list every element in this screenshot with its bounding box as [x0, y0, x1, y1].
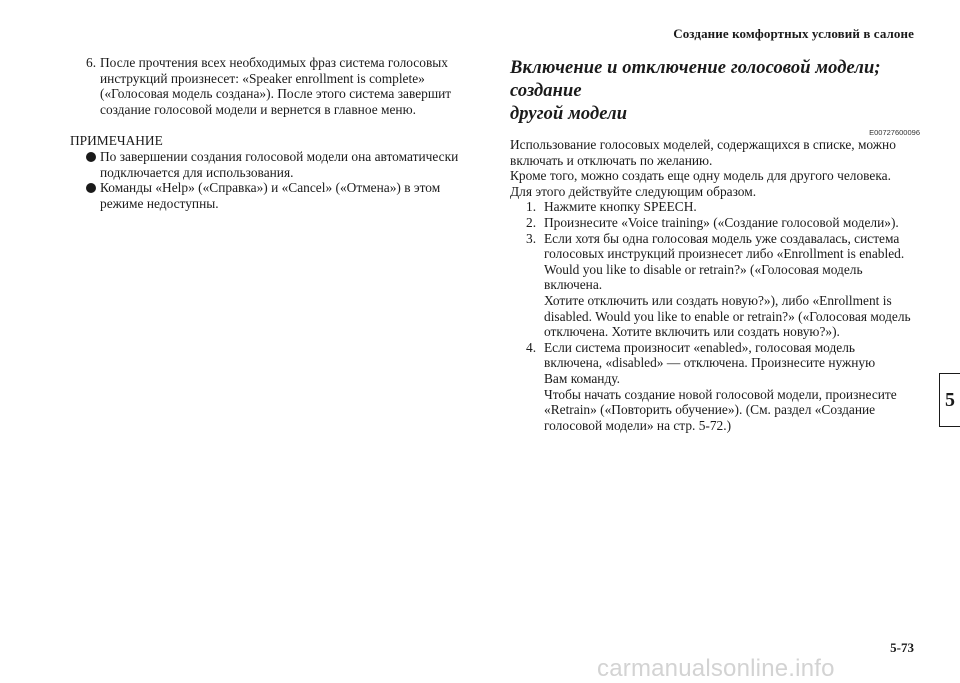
section-title-line: Включение и отключение голосовой модели; создание — [510, 58, 881, 101]
right-column — [510, 57, 920, 433]
section-title-line: другой модели — [510, 104, 628, 124]
step-1 — [510, 199, 920, 215]
page-header-title: Создание комфортных условий в салоне — [673, 26, 914, 41]
text-line: «Retrain» («Повторить обучение»). (См. раздел «Создание — [544, 402, 876, 418]
text-line: Для этого действуйте следующим образом. — [510, 183, 757, 199]
text-line: Если хотя бы одна голосовая модель уже создавалась, система — [544, 230, 900, 246]
text-line: включена, «disabled» — отключена. Произнесите нужную — [544, 355, 876, 371]
text-line: режиме недоступны. — [100, 195, 219, 211]
text-line: подключается для использования. — [100, 164, 294, 180]
bullet-dot-icon — [86, 183, 96, 193]
step-3 — [510, 231, 920, 340]
text-line: Произнесите «Voice training» («Создание голосовой модели»). — [544, 214, 899, 230]
text-line: создание голосовой модели и вернется в главное меню. — [100, 101, 416, 117]
page-number: 5-73 — [890, 640, 914, 655]
text-line: Чтобы начать создание новой голосовой модели, произнесите — [544, 386, 897, 402]
list-number: 4. — [526, 339, 537, 355]
note-bullet — [70, 149, 480, 180]
list-number: 3. — [526, 230, 537, 246]
section-title — [510, 57, 920, 126]
text-line: Кроме того, можно создать еще одну модель для другого человека. — [510, 168, 891, 184]
text-line: disabled. Would you like to enable or retrain?» («Голосовая модель — [544, 308, 911, 324]
text-line: Хотите отключить или создать новую?»), либо «Enrollment is — [544, 292, 892, 308]
note-bullet — [70, 180, 480, 211]
text-line: Если система произносит «enabled», голосовая модель — [544, 339, 856, 355]
bullet-dot-icon — [86, 152, 96, 162]
text-line: После прочтения всех необходимых фраз система голосовых — [100, 55, 448, 70]
step-2 — [510, 215, 920, 231]
list-number: 1. — [526, 199, 537, 215]
list-number: 2. — [526, 214, 537, 230]
left-column — [70, 55, 480, 211]
chapter-tab: 5 — [939, 373, 960, 427]
text-line: Would you like to disable or retrain?» («Голосовая модель включена. — [544, 261, 863, 293]
text-line: Использование голосовых моделей, содержащихся в списке, можно — [510, 137, 896, 152]
text-line: голосовых инструкций произнесет либо «Enrollment is enabled. — [544, 246, 905, 262]
text-line: отключена. Хотите включить или создать новую?»). — [544, 324, 840, 340]
list-number: 6. — [86, 55, 97, 70]
text-line: Команды «Help» («Справка») и «Cancel» («Отмена») в этом — [100, 180, 441, 196]
text-line: («Голосовая модель создана»). После этого система завершит — [100, 86, 452, 102]
watermark-text: carmanualsonline.info — [597, 655, 835, 682]
text-line: Нажмите кнопку SPEECH. — [544, 199, 697, 215]
text-line: Вам команду. — [544, 370, 620, 386]
text-line: включать и отключать по желанию. — [510, 152, 713, 168]
text-line: голосовой модели» на стр. 5-72.) — [544, 417, 732, 433]
text-line: По завершении создания голосовой модели она автоматически — [100, 148, 459, 164]
list-item-6 — [70, 55, 480, 117]
section-code: E00727600096 — [869, 128, 920, 137]
note-heading: ПРИМЕЧАНИЕ — [70, 133, 163, 149]
intro-paragraph — [510, 137, 920, 199]
text-line: инструкций произнесет: «Speaker enrollment is complete» — [100, 70, 425, 86]
step-4 — [510, 340, 920, 434]
